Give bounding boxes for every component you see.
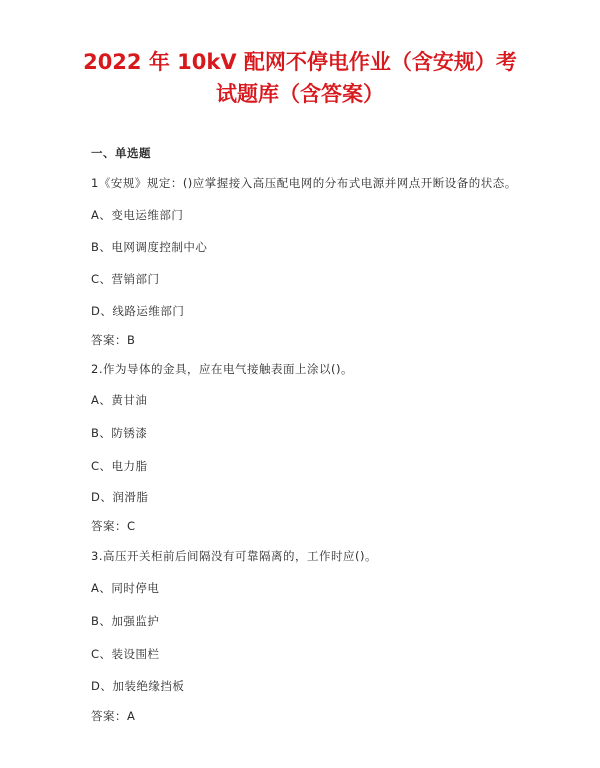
question-2-option-d: D、润滑脂 [91,490,149,504]
question-3-option-a: A、同时停电 [91,581,160,595]
question-3-answer: 答案：A [91,709,136,723]
document-title-line-2: 试题库（含答案） [216,82,384,106]
question-2-option-a: A、黄甘油 [91,393,148,407]
question-3-option-c: C、装设围栏 [91,647,160,661]
question-2-stem: 2.作为导体的金具，应在电气接触表面上涂以()。 [91,362,353,376]
section-heading: 一、单选题 [91,146,151,160]
question-1-option-b: B、电网调度控制中心 [91,240,208,254]
question-1-option-a: A、变电运维部门 [91,208,184,222]
question-3-stem: 3.高压开关柜前后间隔没有可靠隔离的，工作时应()。 [91,549,377,563]
question-3-option-b: B、加强监护 [91,614,160,628]
question-1-stem: 1《安规》规定：()应掌握接入高压配电网的分布式电源并网点开断设备的状态。 [91,176,517,190]
question-2-option-b: B、防锈漆 [91,426,148,440]
question-1-option-d: D、线路运维部门 [91,304,185,318]
question-3-option-d: D、加装绝缘挡板 [91,679,185,693]
question-1-option-c: C、营销部门 [91,272,160,286]
question-2-option-c: C、电力脂 [91,459,148,473]
question-2-answer: 答案：C [91,519,136,533]
document-title-line-1: 2022 年 10kV 配网不停电作业（含安规）考 [83,50,517,74]
question-1-answer: 答案：B [91,333,136,347]
